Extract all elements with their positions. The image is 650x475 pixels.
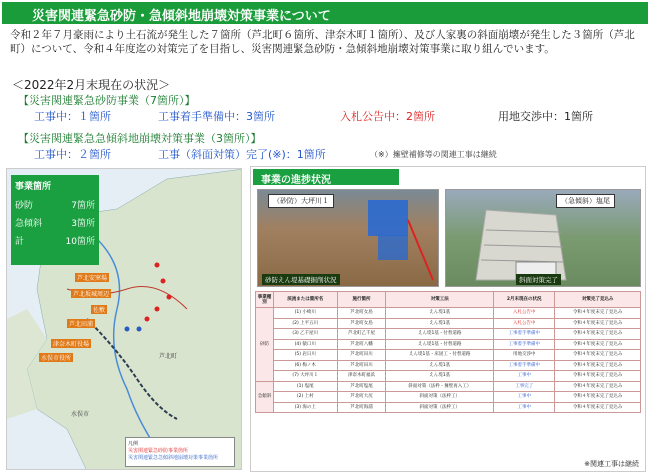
table-cell: (1) 塩尾 [274,381,338,392]
summary-key: 砂防 [15,201,34,211]
table-row [256,318,641,329]
table-cell: 令和４年度末完了見込み [555,371,641,382]
table-row [256,308,641,319]
table-cell: 斜面対策（法枠工） [386,402,494,413]
table-cell: 令和４年度末完了見込み [555,402,641,413]
table-cell: 工事着手準備中 [494,329,555,340]
map-panel [6,168,242,470]
table-cell: (7) 大坪川１ [274,371,338,382]
table-cell: えん堤1基 [386,318,494,329]
table-cell: 令和４年度末完了見込み [555,308,641,319]
sabo-preparing: 工事着手準備中：3箇所 [158,110,275,123]
page-title: 災害関連緊急砂防・急傾斜地崩壊対策事業について [2,2,648,24]
intro-text: 令和２年７月豪雨により土石流が発生した７箇所（芦北町６箇所、津奈木町１箇所）、及び人家裏の斜面崩壊が発生した３箇所（芦北町）について、令和４年度迄の対策完了を目指し、災害関連緊急砂防・急傾斜地崩壊対策事業に取り組んでいます。 [10,29,635,55]
table-row [256,339,641,350]
table-header-cell: 施行箇所 [337,292,386,308]
table-cell: えん堤1基・床固工・付替道路 [386,350,494,361]
table-header-cell: 事業種別 [256,292,274,308]
summary-value: 3箇所 [71,219,95,229]
table-cell: 工事中 [494,402,555,413]
map-label: 佐敷 [93,307,106,314]
photo-sabo [257,189,439,287]
table-cell: 芦北町八幡 [337,339,386,350]
table-group-cell: 急傾斜 [256,381,274,413]
photo-sabo-label: （砂防）大坪川１ [268,194,334,208]
map-label: 芦北田浦 [69,321,94,328]
map-place-ashikita: 芦北町 [159,353,178,360]
table-cell: (1) 小崎川 [274,308,338,319]
table-cell: 令和４年度末完了見込み [555,381,641,392]
progress-table [255,291,641,413]
photo-slope [445,189,641,287]
table-cell: 令和４年度末完了見込み [555,350,641,361]
table-cell: えん堤1基 [386,371,494,382]
table-cell: 芦北町乙千屋 [337,329,386,340]
legend-slope: 災害関連緊急急傾斜地崩壊対策事業箇所 [128,455,219,461]
table-cell: 工事着手準備中 [494,360,555,371]
sabo-section-label: 【災害関連緊急砂防事業（7箇所）】 [18,94,196,107]
table-cell: えん堤1基・付替道路 [386,329,494,340]
table-cell: (6) 梅ノ木 [274,360,338,371]
table-cell: (2) 上村 [274,392,338,403]
table-row [256,371,641,382]
map-label: 水俣市役所 [41,355,72,362]
sabo-bidding: 入札公告中：2箇所 [340,110,435,123]
table-cell: えん堤1基 [386,360,494,371]
legend-sabo: 災害関連緊急砂防事業箇所 [128,448,189,454]
slope-note: （※）擁壁補修等の関連工事は継続 [370,150,497,159]
summary-value: 7箇所 [71,201,95,211]
table-row [256,329,641,340]
table-cell: 芦北町塩尾 [337,381,386,392]
table-cell: 工事中 [494,392,555,403]
table-cell: えん堤1基・付替道路 [386,339,494,350]
map-label: 津奈木町役場 [53,341,90,348]
table-cell: 用地交渉中 [494,350,555,361]
map-legend [125,437,235,467]
table-cell: (2) 上平五川 [274,318,338,329]
summary-box-title: 事業箇所 [15,182,52,192]
slope-working: 工事中：２箇所 [34,148,111,161]
table-cell: (3) 海の上 [274,402,338,413]
summary-value: 10箇所 [65,237,95,247]
table-cell: 入札公告中 [494,308,555,319]
table-cell: 芦北町大尻 [337,392,386,403]
table-cell: 入札公告中 [494,318,555,329]
table-cell: 令和４年度末完了見込み [555,392,641,403]
photo-slope-label: （急傾斜）塩尾 [556,194,615,208]
table-cell: 斜面対策（法枠・擁壁再入工） [386,381,494,392]
table-group-cell: 砂防 [256,308,274,382]
table-cell: 工事中 [494,371,555,382]
table-header-cell: 対策完了見込み [555,292,641,308]
table-cell: 斜面対策（法枠工） [386,392,494,403]
table-row [256,392,641,403]
photo-sabo-caption: 砂防えん堤基礎掘削状況 [262,274,340,285]
table-cell: 令和４年度末完了見込み [555,339,641,350]
table-cell: 芦北町女島 [337,318,386,329]
progress-panel [250,166,646,472]
slope-completed: 工事（斜面対策）完了(※)：1箇所 [158,148,326,161]
map-label: 芦北坂城周辺 [73,291,110,298]
table-cell: 工事完了 [494,381,555,392]
summary-box [11,175,99,265]
table-row [256,402,641,413]
map-place-minamata: 水俣市 [71,411,90,418]
table-cell: 令和４年度末完了見込み [555,318,641,329]
table-cell: 津奈木町福浜 [337,371,386,382]
progress-tag: 事業の進捗状況 [253,169,399,185]
table-row [256,350,641,361]
slope-section-label: 【災害関連緊急急傾斜地崩壊対策事業（3箇所）】 [18,132,262,145]
table-cell: 芦北町女島 [337,308,386,319]
table-cell: 工事着手準備中 [494,339,555,350]
summary-key: 計 [15,237,25,247]
summary-key: 急傾斜 [15,219,43,229]
table-header-cell: 2月末現在の状況 [494,292,555,308]
table-cell: 芦北町田川 [337,350,386,361]
table-cell: (3) 乙千屋川 [274,329,338,340]
table-header-cell: 対策工法 [386,292,494,308]
map-label: 芦北安窯場 [77,275,108,282]
sabo-working: 工事中：１箇所 [34,110,111,123]
table-cell: (5) 岩日川 [274,350,338,361]
table-cell: 芦北町海浦 [337,402,386,413]
table-cell: 令和４年度末完了見込み [555,329,641,340]
photo-slope-caption: 斜面対策完了 [516,274,561,285]
table-cell: (4) 猿口川 [274,339,338,350]
table-cell: 芦北町田川 [337,360,386,371]
table-cell: 令和４年度末完了見込み [555,360,641,371]
table-note: ※関連工事は継続 [584,460,639,468]
table-row [256,360,641,371]
sabo-land: 用地交渉中：1箇所 [498,110,593,123]
table-row [256,381,641,392]
status-heading: ＜2022年2月末現在の状況＞ [12,78,171,92]
table-cell: えん堤1基 [386,308,494,319]
table-header-cell: 渓流または箇所名 [274,292,338,308]
legend-title: 凡例 [128,441,139,447]
